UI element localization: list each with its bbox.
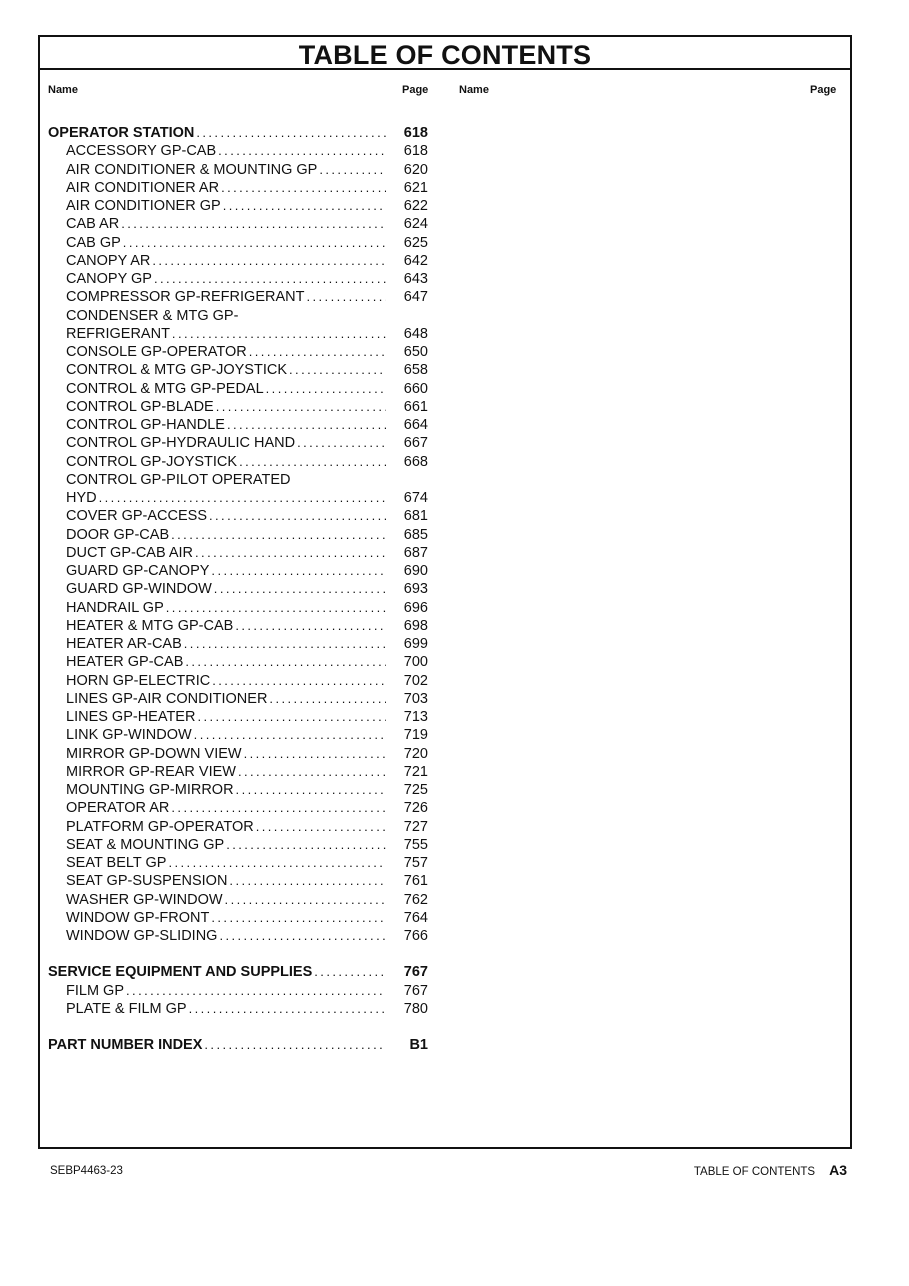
dot-leader — [152, 252, 386, 270]
toc-entry-name: SERVICE EQUIPMENT AND SUPPLIES — [48, 964, 313, 981]
toc-entry — [48, 708, 428, 726]
toc-entry-name: MIRROR GP-REAR VIEW — [66, 763, 236, 780]
toc-entry-name: OPERATOR STATION — [48, 125, 195, 141]
dot-leader — [314, 963, 386, 981]
dot-leader — [121, 215, 386, 233]
group-spacer — [48, 1018, 428, 1036]
toc-entry-page: 660 — [403, 380, 428, 397]
toc-entry — [48, 343, 428, 361]
toc-entry-page: 720 — [403, 745, 428, 762]
toc-entry — [48, 453, 428, 471]
dot-leader — [194, 726, 386, 744]
toc-entry-name: FILM GP — [66, 982, 125, 999]
dot-leader — [297, 434, 386, 452]
toc-entry-page: 698 — [403, 617, 428, 634]
dot-leader — [197, 708, 386, 726]
toc-entry-page: 667 — [403, 435, 428, 452]
toc-entry-page: 643 — [403, 271, 428, 287]
toc-entry — [48, 179, 428, 197]
toc-entry-name: LINES GP-AIR CONDITIONER — [66, 690, 268, 707]
dot-leader — [227, 416, 386, 434]
toc-entry-page: 780 — [403, 1000, 428, 1017]
toc-entry — [48, 526, 428, 544]
toc-entry-page: 650 — [403, 344, 428, 360]
toc-entry — [48, 653, 428, 671]
dot-leader — [306, 288, 386, 306]
title-bar — [40, 37, 850, 70]
toc-entry-page: 766 — [403, 928, 428, 944]
dot-leader — [211, 909, 386, 927]
toc-entry-page: B1 — [409, 1037, 428, 1053]
toc-entry-page: 658 — [403, 362, 428, 379]
toc-entry-name: MIRROR GP-DOWN VIEW — [66, 745, 242, 762]
dot-leader — [218, 142, 386, 160]
toc-entry — [48, 434, 428, 452]
toc-entry-name: CONTROL GP-JOYSTICK — [66, 453, 238, 470]
toc-entry-name: COMPRESSOR GP-REFRIGERANT — [66, 289, 305, 306]
toc-entry-page: 664 — [403, 417, 428, 433]
dot-leader — [266, 380, 386, 398]
toc-entry-page: 622 — [403, 198, 428, 214]
toc-entry-name: AIR CONDITIONER AR — [66, 179, 220, 196]
page-title: TABLE OF CONTENTS — [298, 40, 592, 70]
dot-leader — [171, 799, 386, 817]
toc-entry — [48, 927, 428, 945]
dot-leader — [235, 617, 386, 635]
toc-entry-page: 767 — [403, 964, 428, 981]
toc-entry-name: REFRIGERANT — [66, 325, 170, 342]
toc-entry-page: 755 — [403, 836, 428, 853]
dot-leader — [209, 507, 386, 525]
toc-entry-name: SEAT & MOUNTING GP — [66, 836, 225, 853]
toc-entry-name: WINDOW GP-FRONT — [66, 909, 210, 926]
toc-entry-name: PART NUMBER INDEX — [48, 1037, 203, 1053]
toc-entry-page: 685 — [403, 526, 428, 543]
dot-leader — [269, 690, 386, 708]
toc-entry-name: CAB AR — [66, 216, 120, 233]
toc-entry — [48, 672, 428, 690]
toc-entry — [48, 270, 428, 288]
toc-entry-page: 719 — [403, 727, 428, 744]
toc-entry-name: CONTROL & MTG GP-JOYSTICK — [66, 362, 288, 379]
toc-entry — [48, 836, 428, 854]
toc-entry-page: 757 — [403, 855, 428, 871]
toc-entry-page: 713 — [403, 709, 428, 725]
toc-entry — [48, 489, 428, 507]
dot-leader — [166, 599, 386, 617]
toc-entry — [48, 982, 428, 1000]
dot-leader — [196, 124, 386, 142]
toc-entry-name: WINDOW GP-SLIDING — [66, 928, 218, 944]
toc-entry-list — [48, 124, 428, 1054]
toc-entry — [48, 398, 428, 416]
footer-page-number: A3 — [829, 1162, 847, 1178]
page-column-header: Page — [402, 84, 429, 96]
dot-leader — [123, 234, 386, 252]
toc-entry — [48, 763, 428, 781]
dot-leader — [171, 526, 386, 544]
toc-entry-page: 681 — [403, 508, 428, 525]
toc-entry-name: LINK GP-WINDOW — [66, 727, 192, 744]
dot-leader — [99, 489, 386, 507]
dot-leader — [211, 562, 386, 580]
toc-entry-name: OPERATOR AR — [66, 800, 170, 817]
name-column-header: Name — [48, 84, 78, 96]
name-column-header-right: Name — [459, 84, 489, 96]
dot-leader — [249, 343, 386, 361]
toc-entry-page: 642 — [403, 252, 428, 269]
dot-leader — [238, 763, 386, 781]
toc-entry-page: 618 — [403, 143, 428, 160]
toc-section-heading — [48, 1036, 428, 1054]
toc-entry-name: GUARD GP-WINDOW — [66, 581, 212, 598]
toc-entry-page: 618 — [403, 125, 428, 141]
toc-entry — [48, 416, 428, 434]
dot-leader — [172, 325, 386, 343]
toc-entry-name: CONSOLE GP-OPERATOR — [66, 344, 247, 360]
toc-entry — [48, 617, 428, 635]
document-id: SEBP4463-23 — [50, 1165, 123, 1177]
toc-section-heading — [48, 124, 428, 142]
toc-entry-page: 727 — [403, 818, 428, 835]
toc-entry — [48, 635, 428, 653]
toc-entry-page: 687 — [403, 544, 428, 561]
toc-entry — [48, 325, 428, 343]
toc-entry-name: CONTROL GP-BLADE — [66, 398, 214, 415]
toc-entry — [48, 380, 428, 398]
toc-entry-page: 621 — [403, 179, 428, 196]
toc-entry-name: MOUNTING GP-MIRROR — [66, 782, 234, 798]
toc-entry-page: 767 — [403, 982, 428, 999]
toc-entry-page: 762 — [403, 891, 428, 908]
toc-entry — [48, 580, 428, 598]
dot-leader — [214, 580, 386, 598]
toc-entry-name: CONDENSER & MTG GP- — [66, 307, 239, 324]
dot-leader — [168, 854, 386, 872]
toc-entry — [48, 471, 428, 489]
toc-entry-name: ACCESSORY GP-CAB — [66, 143, 217, 160]
dot-leader — [204, 1036, 386, 1054]
toc-entry-name: SEAT BELT GP — [66, 855, 167, 871]
toc-entry-page: 661 — [403, 398, 428, 415]
toc-entry — [48, 1000, 428, 1018]
dot-leader — [244, 745, 386, 763]
dot-leader — [126, 982, 386, 1000]
toc-entry — [48, 307, 428, 325]
toc-entry-name: CONTROL GP-HYDRAULIC HAND — [66, 435, 296, 452]
toc-entry — [48, 818, 428, 836]
toc-entry-page: 647 — [403, 289, 428, 306]
toc-entry-page: 721 — [403, 763, 428, 780]
toc-entry — [48, 781, 428, 799]
toc-entry-page: 668 — [403, 453, 428, 470]
dot-leader — [221, 179, 386, 197]
toc-entry — [48, 215, 428, 233]
contents-frame — [38, 35, 852, 1149]
dot-leader — [289, 361, 386, 379]
toc-entry-page: 696 — [403, 599, 428, 616]
dot-leader — [189, 1000, 386, 1018]
toc-entry — [48, 507, 428, 525]
toc-entry — [48, 361, 428, 379]
toc-entry — [48, 745, 428, 763]
toc-entry — [48, 142, 428, 160]
toc-entry-name: HEATER & MTG GP-CAB — [66, 617, 234, 634]
toc-entry — [48, 872, 428, 890]
toc-entry-name: AIR CONDITIONER GP — [66, 198, 221, 214]
toc-entry-page: 702 — [403, 672, 428, 689]
toc-entry-name: HANDRAIL GP — [66, 599, 164, 616]
toc-entry-name: WASHER GP-WINDOW — [66, 891, 223, 908]
toc-section-heading — [48, 963, 428, 981]
toc-entry-name: COVER GP-ACCESS — [66, 508, 207, 525]
toc-entry-page: 690 — [403, 563, 428, 579]
toc-entry-name: SEAT GP-SUSPENSION — [66, 873, 228, 890]
toc-entry-name: DOOR GP-CAB — [66, 526, 170, 543]
toc-entry-name: HORN GP-ELECTRIC — [66, 672, 211, 689]
group-spacer — [48, 945, 428, 963]
toc-entry-name: DUCT GP-CAB AIR — [66, 544, 194, 561]
toc-entry-name: HYD — [66, 490, 97, 506]
toc-entry-page: 648 — [403, 325, 428, 342]
toc-entry-name: HEATER GP-CAB — [66, 654, 184, 671]
toc-entry-page: 699 — [403, 636, 428, 652]
toc-entry — [48, 909, 428, 927]
toc-entry-page: 674 — [403, 490, 428, 506]
toc-entry — [48, 891, 428, 909]
toc-entry-name: CAB GP — [66, 234, 121, 251]
footer-section-label: TABLE OF CONTENTS — [693, 1166, 816, 1178]
toc-entry — [48, 799, 428, 817]
toc-entry — [48, 690, 428, 708]
toc-entry-page: 700 — [403, 654, 428, 671]
dot-leader — [219, 927, 386, 945]
toc-entry-name: CANOPY GP — [66, 271, 152, 287]
toc-entry-name: HEATER AR-CAB — [66, 636, 182, 652]
dot-leader — [216, 398, 386, 416]
toc-entry — [48, 854, 428, 872]
dot-leader — [223, 197, 386, 215]
toc-entry — [48, 252, 428, 270]
dot-leader — [212, 672, 386, 690]
dot-leader — [184, 635, 386, 653]
toc-entry-name: CONTROL GP-HANDLE — [66, 417, 225, 433]
dot-leader — [185, 653, 386, 671]
dot-leader — [225, 891, 386, 909]
dot-leader — [239, 453, 386, 471]
dot-leader — [236, 781, 386, 799]
toc-entry-name: AIR CONDITIONER & MOUNTING GP — [66, 161, 318, 178]
dot-leader — [195, 544, 386, 562]
toc-entry-name: PLATFORM GP-OPERATOR — [66, 818, 254, 835]
dot-leader — [154, 270, 386, 288]
dot-leader — [319, 161, 386, 179]
toc-entry — [48, 197, 428, 215]
toc-entry-page: 625 — [403, 234, 428, 251]
dot-leader — [256, 818, 386, 836]
toc-entry — [48, 288, 428, 306]
footer-right — [694, 1162, 847, 1178]
toc-entry — [48, 562, 428, 580]
toc-entry-name: GUARD GP-CANOPY — [66, 563, 210, 579]
toc-entry-name: LINES GP-HEATER — [66, 709, 196, 725]
toc-entry — [48, 161, 428, 179]
toc-entry — [48, 599, 428, 617]
toc-entry-page: 725 — [403, 782, 428, 798]
toc-entry-name: CANOPY AR — [66, 252, 151, 269]
toc-entry-page: 761 — [403, 873, 428, 890]
dot-leader — [226, 836, 386, 854]
toc-entry-page: 624 — [403, 216, 428, 233]
toc-entry — [48, 234, 428, 252]
toc-entry-page: 620 — [403, 161, 428, 178]
toc-entry-page: 764 — [403, 909, 428, 926]
page-column-header-right: Page — [810, 84, 837, 96]
toc-entry-name: CONTROL & MTG GP-PEDAL — [66, 380, 264, 397]
toc-entry-page: 726 — [403, 800, 428, 817]
toc-entry — [48, 544, 428, 562]
toc-entry-page: 693 — [403, 581, 428, 598]
toc-entry-name: PLATE & FILM GP — [66, 1000, 187, 1017]
dot-leader — [229, 872, 386, 890]
toc-entry — [48, 726, 428, 744]
toc-entry-name: CONTROL GP-PILOT OPERATED — [66, 471, 291, 488]
toc-entry-page: 703 — [403, 690, 428, 707]
